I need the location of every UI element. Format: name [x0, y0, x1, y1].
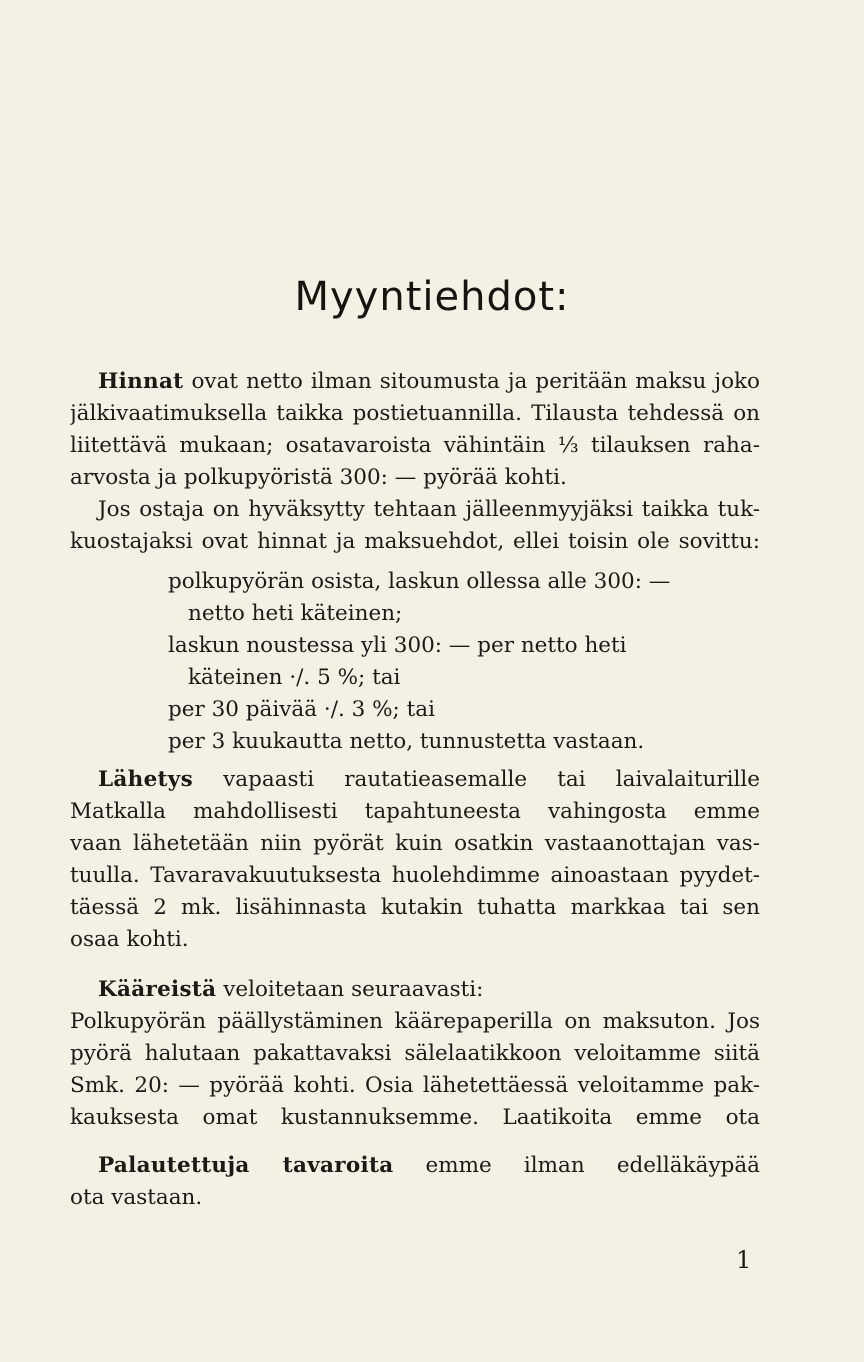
- hinnat-line-1: Hinnat ovat netto ilman sitoumusta ja peritään maksu joko: [98, 369, 760, 394]
- kaareista-line-3: pyörä halutaan pakattavaksi sälelaatikkoon veloitamme siitä: [70, 1041, 760, 1066]
- paragraph-kaareista: [70, 974, 760, 1134]
- page-title: Myyntiehdot:: [294, 274, 570, 320]
- terms-line-1: polkupyörän osista, laskun ollessa alle 300: —: [168, 569, 671, 594]
- hinnat-line-4: arvosta ja polkupyöristä 300: — pyörää kohti.: [70, 465, 567, 490]
- kaareista-line-1: Kääreistä veloitetaan seuraavasti:: [98, 977, 484, 1002]
- paragraph-hinnat: [70, 366, 760, 494]
- lahetys-line-6: osaa kohti.: [70, 927, 189, 952]
- lahetys-line-3: vaan lähetetään niin pyörät kuin osatkin vastaanottajan vas-: [70, 831, 760, 856]
- terms-line-3: laskun noustessa yli 300: — per netto heti: [168, 633, 627, 658]
- terms-line-5: per 30 päivää ·/. 3 %; tai: [168, 697, 435, 722]
- jos-line-1: Jos ostaja on hyväksytty tehtaan jälleenmyyjäksi taikka tuk-: [98, 497, 760, 522]
- kaareista-lead: Kääreistä: [98, 977, 217, 1002]
- terms-line-2: netto heti käteinen;: [188, 601, 403, 626]
- terms-line-6: per 3 kuukautta netto, tunnustetta vastaan.: [168, 729, 645, 754]
- hinnat-line-3: liitettävä mukaan; osatavaroista vähintäin ⅓ tilauksen raha-: [70, 433, 760, 458]
- terms-line-4: käteinen ·/. 5 %; tai: [188, 665, 401, 690]
- palautettuja-line-1: Palautettuja tavaroita emme ilman edelläkäypää: [98, 1153, 760, 1178]
- kaareista-line-4: Smk. 20: — pyörää kohti. Osia lähetettäessä veloitamme pak-: [70, 1073, 760, 1098]
- lahetys-line-2: Matkalla mahdollisesti tapahtuneesta vahingosta emme: [70, 799, 760, 824]
- lahetys-line-1: Lähetys vapaasti rautatieasemalle tai laivalaiturille: [98, 767, 760, 792]
- terms-list: [70, 566, 760, 758]
- hinnat-lead: Hinnat: [98, 369, 184, 394]
- kaareista-line-2: Polkupyörän päällystäminen käärepaperilla on maksuton. Jos: [70, 1009, 760, 1034]
- palautettuja-lead: Palautettuja tavaroita: [98, 1153, 394, 1178]
- paragraph-palautettuja: [70, 1150, 760, 1214]
- paragraph-jos: [70, 494, 760, 558]
- page-number: 1: [736, 1246, 752, 1274]
- kaareista-line-5: kauksesta omat kustannuksemme. Laatikoita emme ota: [70, 1105, 760, 1130]
- hinnat-line-2: jälkivaatimuksella taikka postietuannilla. Tilausta tehdessä on: [70, 401, 760, 426]
- lahetys-lead: Lähetys: [98, 767, 193, 792]
- jos-line-2: kuostajaksi ovat hinnat ja maksuehdot, ellei toisin ole sovittu:: [70, 529, 760, 554]
- paragraph-lahetys: [70, 764, 760, 956]
- lahetys-line-5: täessä 2 mk. lisähinnasta kutakin tuhatta markkaa tai sen: [70, 895, 760, 920]
- lahetys-line-4: tuulla. Tavaravakuutuksesta huolehdimme ainoastaan pyydet-: [70, 863, 760, 888]
- palautettuja-line-2: ota vastaan.: [70, 1185, 203, 1210]
